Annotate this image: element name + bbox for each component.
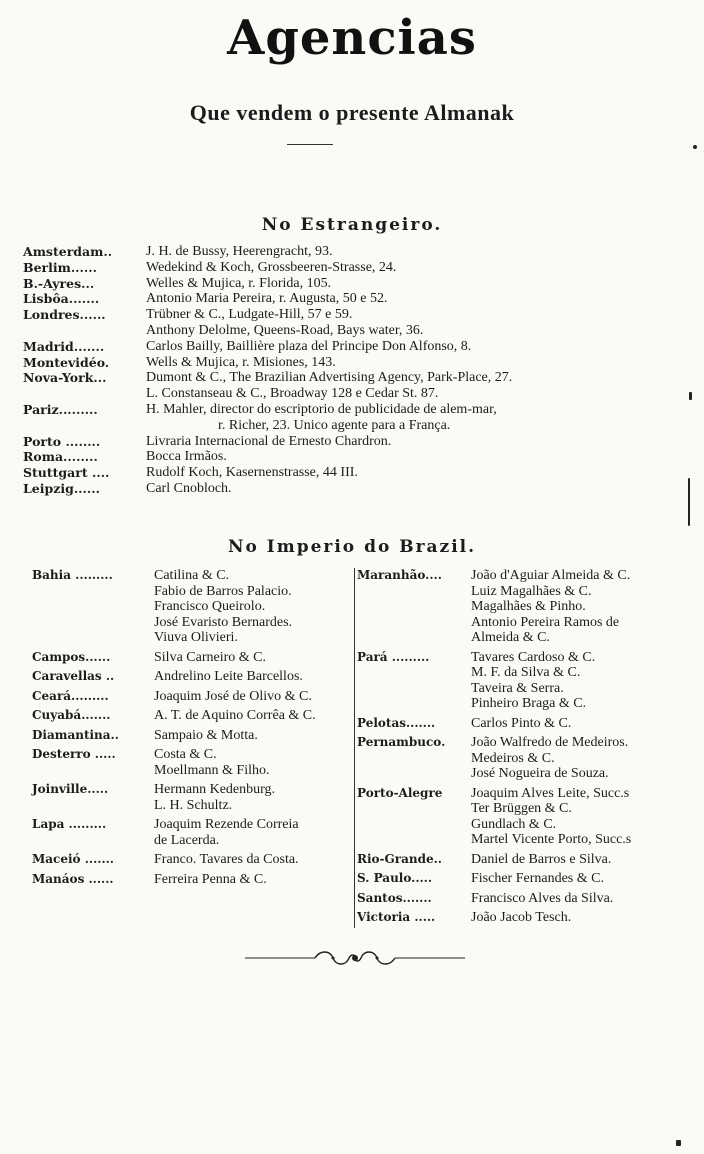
city-name: Roma........	[23, 449, 98, 465]
agency-entry: Daniel de Barros e Silva.	[471, 851, 612, 867]
city-name: Manáos ......	[32, 871, 114, 886]
agency-entry: Luiz Magalhães & C.	[471, 583, 592, 599]
brazil-agency-group	[32, 817, 352, 848]
foreign-agency-row	[23, 307, 683, 323]
agency-entry: Viuva Olivieri.	[154, 630, 238, 645]
city-name: Porto ........	[23, 433, 101, 449]
city-name: Leipzig......	[23, 480, 100, 496]
margin-stroke	[688, 478, 690, 526]
city-name: B.-Ayres...	[23, 275, 95, 291]
agency-entry: Antonio Maria Pereira, r. Augusta, 50 e 52.	[146, 291, 388, 307]
agency-entry: Gundlach & C.	[471, 816, 557, 832]
agency-lines	[154, 817, 299, 848]
agency-entry: Silva Carneiro & C.	[154, 649, 266, 665]
agency-lines	[471, 716, 571, 732]
agency-entry: Magalhães & Pinho.	[471, 599, 586, 614]
city-name: Berlim......	[23, 259, 97, 275]
agency-entry: Carlos Pinto & C.	[471, 715, 572, 731]
agency-entry: de Lacerda.	[154, 832, 220, 848]
agency-entry: João Walfredo de Medeiros.	[471, 735, 629, 750]
agency-entry: Bocca Irmãos.	[146, 449, 227, 465]
city-name: Maranhão....	[357, 568, 442, 582]
foreign-agency-row	[23, 291, 683, 307]
agency-lines	[471, 786, 631, 848]
agency-entry: Fabio de Barros Palacio.	[154, 583, 292, 599]
brazil-right-column	[357, 568, 692, 930]
agency-entry: Joaquim Rezende Correia	[154, 817, 299, 832]
agency-entry: Hermann Kedenburg.	[154, 782, 276, 797]
agency-entry: r. Richer, 23. Unico agente para a França.	[218, 417, 451, 433]
agency-entry: Ter Brüggen & C.	[471, 801, 572, 816]
agency-entry: Carlos Bailly, Baillière plaza del Principe Don Alfonso, 8.	[146, 338, 472, 354]
foreign-agency-row	[23, 370, 683, 386]
agency-entry: Antonio Pereira Ramos de	[471, 614, 620, 630]
city-name	[23, 386, 146, 402]
agency-entry: Francisco Alves da Silva.	[471, 890, 614, 906]
brazil-agency-group	[357, 735, 692, 782]
agency-entry: Trübner & C., Ludgate-Hill, 57 e 59.	[146, 307, 353, 323]
agency-entry: Anthony Delolme, Queens-Road, Bays water, 36.	[146, 322, 424, 338]
agency-entry: Taveira & Serra.	[471, 680, 564, 696]
agency-entry: José Nogueira de Souza.	[471, 766, 609, 781]
city-name: Diamantina..	[32, 727, 119, 742]
agency-lines	[154, 650, 266, 666]
agency-entry: Costa & C.	[154, 747, 217, 762]
brazil-agency-group	[32, 728, 352, 744]
brazil-agency-group	[357, 891, 692, 907]
foreign-agency-row	[23, 339, 683, 355]
foreign-agency-row	[23, 418, 683, 434]
agency-entry: M. F. da Silva & C.	[471, 665, 581, 680]
agency-entry: Francisco Queirolo.	[154, 599, 266, 614]
agency-entry: Wells & Mujica, r. Misiones, 143.	[146, 354, 336, 370]
agency-entry: Joaquim Alves Leite, Succ.s	[471, 785, 630, 801]
agency-lines	[471, 735, 628, 782]
brazil-agency-group	[357, 716, 692, 732]
agency-lines	[154, 669, 303, 685]
agency-entry: Andrelino Leite Barcellos.	[154, 669, 303, 684]
agency-entry: Wedekind & Koch, Grossbeeren-Strasse, 24.	[146, 259, 397, 275]
agency-entry: L. H. Schultz.	[154, 797, 233, 813]
agency-entry: J. H. de Bussy, Heerengracht, 93.	[146, 244, 333, 259]
ink-speck	[693, 145, 697, 149]
city-name: Caravellas ..	[32, 669, 115, 683]
agency-entry: A. T. de Aquino Corrêa & C.	[154, 708, 316, 723]
city-name: Pariz.........	[23, 401, 98, 417]
city-name	[23, 323, 146, 339]
city-name: Madrid.......	[23, 338, 105, 354]
agency-lines	[154, 872, 267, 888]
city-name	[23, 418, 146, 434]
foreign-agency-row	[23, 260, 683, 276]
agency-entry: Medeiros & C.	[471, 750, 555, 766]
agency-entry: Dumont & C., The Brazilian Advertising Agency, Park-Place, 27.	[146, 370, 513, 386]
agency-entry: Ferreira Penna & C.	[154, 871, 267, 887]
agency-lines	[471, 852, 611, 868]
agency-entry: H. Mahler, director do escriptorio de publicidade de alem-mar,	[146, 401, 497, 417]
city-name: Cuyabá.......	[32, 708, 111, 722]
agency-lines	[154, 689, 312, 705]
ink-speck	[676, 1140, 681, 1146]
city-name: Porto-Alegre	[357, 785, 443, 800]
city-name: Victoria .....	[357, 910, 436, 924]
agency-lines	[471, 568, 630, 646]
agency-lines	[154, 568, 292, 646]
city-name: Santos.......	[357, 890, 432, 905]
ink-speck	[689, 392, 692, 400]
city-name: Rio-Grande..	[357, 851, 442, 866]
city-name: Stuttgart ....	[23, 465, 110, 481]
agency-entry: Livraria Internacional de Ernesto Chardron.	[146, 433, 392, 449]
brazil-agency-group	[32, 669, 352, 685]
agency-entry: Moellmann & Filho.	[154, 762, 270, 778]
agency-lines	[471, 650, 595, 712]
foreign-agency-row	[23, 276, 683, 292]
city-name: S. Paulo.....	[357, 871, 433, 885]
city-name: Amsterdam..	[23, 244, 113, 259]
city-name: Joinville.....	[32, 782, 109, 796]
brazil-agency-group	[357, 568, 692, 646]
city-name: Lisbôa.......	[23, 291, 100, 307]
agency-entry: Rudolf Koch, Kasernenstrasse, 44 III.	[146, 465, 358, 481]
brazil-agency-group	[357, 871, 692, 887]
brazil-agency-group	[32, 568, 352, 646]
foreign-agency-row	[23, 402, 683, 418]
city-name: Pelotas.......	[357, 715, 436, 730]
page-title: Agencias	[227, 10, 477, 66]
agency-entry: João d'Aguiar Almeida & C.	[471, 568, 631, 583]
agency-lines	[471, 891, 613, 907]
foreign-agency-row	[23, 434, 683, 450]
agency-entry: Joaquim José de Olivo & C.	[154, 688, 312, 704]
city-name: Maceió .......	[32, 852, 114, 866]
city-name: Nova-York...	[23, 370, 107, 386]
brazil-agency-group	[357, 650, 692, 712]
brazil-agency-group	[32, 747, 352, 778]
brazil-section-heading: No Imperio do Brazil.	[227, 537, 477, 557]
agency-entry: Carl Cnobloch.	[146, 480, 232, 496]
foreign-agency-row	[23, 355, 683, 371]
city-name: Ceará.........	[32, 688, 109, 703]
agency-entry: José Evaristo Bernardes.	[154, 614, 293, 630]
brazil-agency-group	[32, 782, 352, 813]
brazil-agency-group	[357, 852, 692, 868]
brazil-agency-group	[32, 708, 352, 724]
foreign-agency-row	[23, 449, 683, 465]
column-divider	[354, 568, 355, 928]
agency-lines	[154, 782, 275, 813]
brazil-agency-group	[357, 786, 692, 848]
agency-lines	[471, 910, 571, 926]
city-name: Pará .........	[357, 649, 430, 664]
title-rule	[287, 144, 333, 145]
agency-lines	[154, 747, 270, 778]
foreign-agency-row	[23, 386, 683, 402]
group-gap	[32, 887, 352, 891]
agency-entry: Pinheiro Braga & C.	[471, 696, 587, 711]
city-name: Londres......	[23, 307, 106, 323]
brazil-agency-group	[357, 910, 692, 926]
agency-lines	[154, 708, 316, 724]
city-name: Desterro .....	[32, 747, 116, 761]
agency-entry: Fischer Fernandes & C.	[471, 871, 604, 886]
group-gap	[357, 926, 692, 930]
brazil-agency-group	[32, 650, 352, 666]
agency-lines	[154, 728, 258, 744]
agency-entry: Almeida & C.	[471, 630, 550, 645]
foreign-section-heading: No Estrangeiro.	[261, 215, 443, 235]
city-name: Pernambuco.	[357, 735, 446, 749]
agency-entry: L. Constanseau & C., Broadway 128 e Cedar St. 87.	[146, 386, 439, 402]
city-name: Campos......	[32, 649, 111, 664]
agency-entry: Catilina & C.	[154, 568, 230, 583]
agency-lines	[471, 871, 604, 887]
brazil-agency-group	[32, 872, 352, 888]
city-name: Montevidéo.	[23, 354, 110, 370]
page-subtitle: Que vendem o presente Almanak	[189, 100, 515, 125]
agency-entry: João Jacob Tesch.	[471, 910, 572, 925]
brazil-agency-group	[32, 689, 352, 705]
agency-entry: Sampaio & Motta.	[154, 727, 258, 743]
foreign-agency-row	[23, 244, 683, 260]
brazil-agency-group	[32, 852, 352, 868]
brazil-left-column	[32, 568, 352, 891]
foreign-agency-row	[23, 465, 683, 481]
agency-entry: Welles & Mujica, r. Florida, 105.	[146, 275, 332, 291]
city-name: Bahia .........	[32, 568, 113, 582]
city-name: Lapa .........	[32, 817, 107, 831]
agency-entry: Tavares Cardoso & C.	[471, 649, 596, 665]
foreign-agency-list	[23, 244, 683, 497]
agency-entry: Franco. Tavares da Costa.	[154, 852, 299, 867]
foreign-agency-row	[23, 481, 683, 497]
agency-lines	[154, 852, 299, 868]
foreign-agency-row	[23, 323, 683, 339]
agency-entry: Martel Vicente Porto, Succ.s	[471, 832, 632, 847]
tailpiece-ornament	[245, 946, 465, 970]
